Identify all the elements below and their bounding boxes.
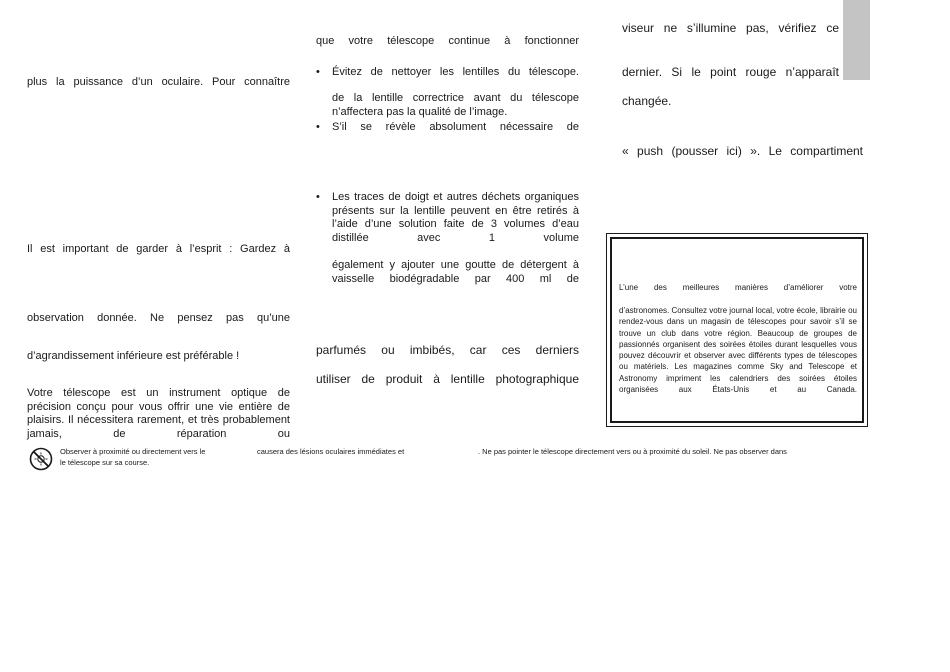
col1-text-3: observation donnée. Ne pensez pas qu’une (27, 312, 290, 324)
col2-text-2: de la lentille correctrice avant du télescope n’affectera pas la qualité de l’image. (332, 92, 579, 118)
no-sun-viewing-icon (29, 447, 53, 471)
col2-bullet-2: S’il se révèle absolument nécessaire de (332, 121, 579, 133)
bullet-marker: • (316, 121, 320, 133)
col2-text-3: également y ajouter une goutte de détergent à vaisselle biodégradable par 400 ml de (332, 259, 579, 285)
info-box-text-1: L’une des meilleures manières d’améliorer votre (619, 283, 857, 292)
col2-bullet-3: Les traces de doigt et autres déchets organiques présents sur la lentille peuvent en être retirés à l’aide d’une solution faite de 3 volumes d’eau distillée avec 1 volume (332, 191, 579, 244)
col1-text-4: d’agrandissement inférieure est préférable ! (27, 350, 240, 362)
info-box-text-2: d’astronomes. Consultez votre journal local, votre école, librairie ou rendez-vous dans un magasin de télescopes pour savoir s’il se trouve un club dans votre région. Beaucoup de groupes de passionnés organisent des soirées étoiles durant lesquelles vous pouvez découvrir et observer avec différents types de télescopes ou matériels. Les magazines comme Sky and Telescope et Astronomy impriment les calendriers des soirées étoiles organisées aux États-Unis et au Canada. (619, 306, 857, 395)
warning-text-1: Observer à proximité ou directement vers le (60, 447, 206, 456)
col2-bullet-1: Évitez de nettoyer les lentilles du télescope. (332, 66, 579, 78)
warning-text-4: le télescope sur sa course. (60, 458, 150, 467)
warning-text-2: causera des lésions oculaires immédiates et (257, 447, 405, 456)
bullet-marker: • (316, 66, 320, 78)
col1-text-2: Il est important de garder à l’esprit : Gardez à (27, 243, 290, 255)
col2-text-4: parfumés ou imbibés, car ces derniers (316, 343, 579, 357)
col1-text-5: Votre télescope est un instrument optique de précision conçu pour vous offrir une vie entière de plaisirs. Il nécessitera rarement, et très probablement jamais, de réparation ou (27, 387, 290, 440)
bullet-marker: • (316, 191, 320, 203)
col2-text-5: utiliser de produit à lentille photographique (316, 372, 579, 386)
col2-text-1: que votre télescope continue à fonctionner (316, 35, 579, 47)
col3-text-1: viseur ne s’illumine pas, vérifiez ce (622, 21, 839, 35)
info-box (606, 233, 868, 427)
col3-text-4: « push (pousser ici) ». Le compartiment (622, 144, 863, 158)
col1-text-1: plus la puissance d’un oculaire. Pour connaître (27, 76, 290, 88)
warning-text-3: . Ne pas pointer le télescope directement vers ou à proximité du soleil. Ne pas observer dans (478, 447, 787, 456)
col3-text-2: dernier. Si le point rouge n’apparaît (622, 65, 839, 79)
col3-text-3: changée. (622, 94, 672, 108)
section-tab (843, 0, 870, 80)
